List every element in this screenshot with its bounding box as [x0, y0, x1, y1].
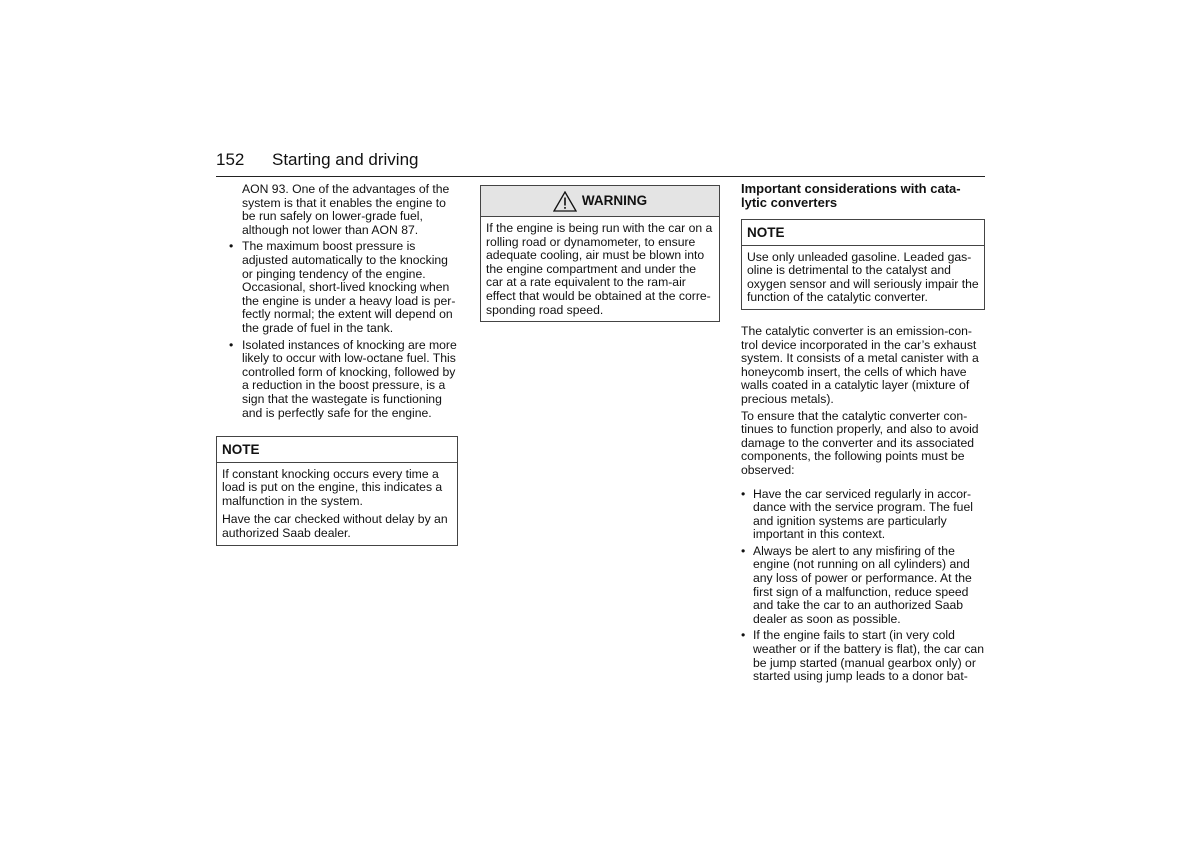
note-paragraph: If constant knocking occurs every time a load is put on the engine, this indicates a malfunction in the system.: [222, 466, 443, 508]
warning-body: If the engine is being run with the car on a rolling road or dynamometer, to ensure adequate cooling, air must be blown into the engine compartment and under the car at a rate equivalent to the ram-air effect that would be obtained at the corre- sponding road speed.: [486, 221, 713, 317]
warning-triangle-icon: [553, 191, 577, 212]
column-right: [741, 182, 985, 684]
page-header: [216, 148, 985, 177]
page-number: 152: [216, 150, 245, 169]
list-item: • If the engine fails to start (in very cold weather or if the battery is flat), the car can be jump started (manual gearbox only) or started using jump leads to a donor bat-: [741, 629, 985, 683]
column-left: [216, 183, 458, 546]
note-box-knocking: [216, 436, 458, 546]
intro-paragraph: AON 93. One of the advantages of the system is that it enables the engine to be run safely on lower-grade fuel, although not lower than AON 87.: [242, 182, 450, 237]
knocking-bullet-list: [216, 240, 458, 420]
note-body: [217, 463, 457, 545]
note-paragraph: Have the car checked without delay by an authorized Saab dealer.: [222, 512, 448, 541]
note-body: Use only unleaded gasoline. Leaded gas- oline is detrimental to the catalyst and oxygen sensor and will seriously impair the function of the catalytic converter.: [747, 249, 979, 305]
list-item: • Have the car serviced regularly in accor- dance with the service program. The fuel and ignition systems are particularly important in this context.: [741, 488, 985, 542]
warning-box: [480, 185, 720, 322]
catalytic-bullet-list: [741, 488, 985, 684]
catalytic-heading: Important considerations with cata- lytic converters: [741, 181, 961, 210]
list-item: • Isolated instances of knocking are more likely to occur with low-octane fuel. This controlled form of knocking, followed by a reduction in the boost pressure, is a sign that the wastegate is functioning and is perfectly safe for the engine.: [216, 339, 458, 421]
section-title: Starting and driving: [272, 150, 419, 169]
note-heading: NOTE: [217, 437, 457, 463]
note-heading: NOTE: [742, 220, 984, 246]
catalytic-instructions: To ensure that the catalytic converter con- tinues to function properly, and also to avoid damage to the converter and its associated components, the following points must be observed:: [741, 408, 979, 477]
list-item: • Always be alert to any misfiring of the engine (not running on all cylinders) and any loss of power or performance. At the first sign of a malfunction, reduce speed and take the car to an authorized Saab dealer as soon as possible.: [741, 545, 985, 627]
list-item: • The maximum boost pressure is adjusted automatically to the knocking or pinging tendency of the engine. Occasional, short-lived knocking when the engine is under a heavy load is per- fectly normal; the extent will depend on the grade of fuel in the tank.: [216, 240, 458, 335]
note-box-unleaded: [741, 219, 985, 310]
column-middle: [480, 185, 720, 322]
warning-heading: WARNING: [581, 193, 648, 209]
warning-header: [481, 186, 719, 217]
catalytic-description: The catalytic converter is an emission-con- trol device incorporated in the car’s exhaust system. It consists of a metal canister with a honeycomb insert, the cells of which have walls coated in a catalytic layer (mixture of precious metals).: [741, 323, 979, 406]
